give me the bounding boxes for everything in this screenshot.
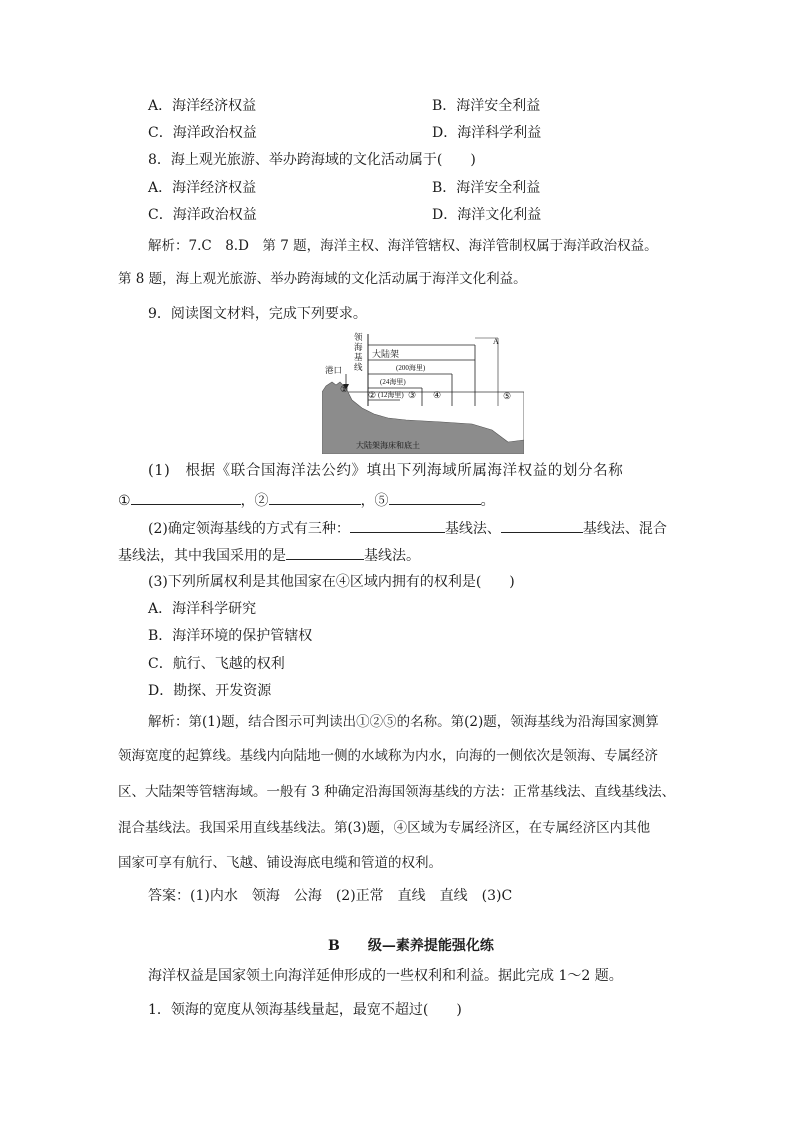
q7-option-d: D．海洋科学利益 [432, 125, 542, 141]
section-b-intro: 海洋权益是国家领土向海洋延伸形成的一些权利和利益。据此完成 1～2 题。 [148, 968, 623, 984]
baseline-label-1: 领 [354, 332, 363, 342]
section-b-q1: 1．领海的宽度从领海基线量起，最宽不超过( ) [148, 1002, 462, 1018]
q9-part2-line2: 基线法，其中我国采用的是 基线法。 [118, 545, 420, 565]
q9-part3-option-c: C．航行、飞越的权利 [148, 656, 285, 672]
q9-part3-option-d: D．勘探、开发资源 [148, 683, 272, 699]
circle-5: ⑤ [503, 391, 512, 401]
q9-part3-option-b: B．海洋环境的保护管辖权 [148, 628, 313, 644]
blank-2[interactable] [269, 490, 361, 505]
maritime-zones-diagram [322, 330, 524, 454]
section-b-title: B 级—素养提能强化练 [328, 938, 494, 954]
analysis-78-line1: 解析：7.C 8.D 第 7 题，海洋主权、海洋管辖权、海洋管制权属于海洋政治权益。 [148, 238, 658, 254]
q9-analysis-line4: 混合基线法。我国采用直线基线法。第(3)题，④区域为专属经济区，在专属经济区内其他 [118, 820, 651, 836]
shelf-label: 大陆架 [372, 349, 400, 359]
q8-stem: 8．海上观光旅游、举办跨海域的文化活动属于( ) [148, 152, 476, 168]
blank-basemethod-2[interactable] [501, 518, 583, 533]
baseline-label-2: 海 [354, 342, 363, 352]
q9-answer: 答案：(1)内水 领海 公海 (2)正常 直线 直线 (3)C [148, 888, 513, 904]
q9-part3-stem: (3)下列所属权利是其他国家在④区域内拥有的权利是( ) [148, 574, 515, 590]
q9-part1-blanks: ① ，② ，⑤ 。 [118, 490, 495, 510]
q8-option-d: D．海洋文化利益 [432, 207, 542, 223]
nm24-label: (24海里) [380, 378, 406, 386]
q9-analysis-line5: 国家可享有航行、飞越、铺设海底电缆和管道的权利。 [118, 855, 442, 871]
q9-part1-text: (1) 根据《联合国海洋法公约》填出下列海域所属海洋权益的划分名称 [148, 463, 624, 479]
blank-1[interactable] [131, 490, 241, 505]
q7-option-c: C．海洋政治权益 [148, 125, 257, 141]
q7-option-a: A．海洋经济权益 [148, 98, 257, 114]
circle-1: ① [340, 384, 349, 394]
blank-5[interactable] [389, 490, 481, 505]
label-a: A [493, 337, 499, 346]
q8-option-c: C．海洋政治权益 [148, 207, 257, 223]
blank-basemethod-1[interactable] [350, 518, 445, 533]
blank-china-method[interactable] [286, 545, 364, 560]
baseline-label-3: 基 [354, 352, 363, 362]
q9-analysis-line3: 区、大陆架等管辖海域。一般有 3 种确定沿海国领海基线的方法：正常基线法、直线基线法、 [118, 784, 676, 800]
q9-analysis-line2: 领海宽度的起算线。基线内向陆地一侧的水域称为内水，向海的一侧依次是领海、专属经济 [118, 748, 658, 764]
analysis-78-line2: 第 8 题，海上观光旅游、举办跨海域的文化活动属于海洋文化利益。 [118, 271, 527, 287]
q9-part2-line1: (2)确定领海基线的方式有三种： 基线法、 基线法、混合 [148, 518, 667, 538]
q9-analysis-line1: 解析：第(1)题，结合图示可判读出①②⑤的名称。第(2)题，领海基线为沿海国家测算 [148, 714, 659, 730]
circle-2: ② [368, 390, 377, 400]
q9-stem: 9．阅读图文材料，完成下列要求。 [148, 306, 367, 322]
q9-part3-option-a: A．海洋科学研究 [148, 601, 257, 617]
port-label: 港口 [325, 365, 343, 375]
nm200-label: (200海里) [396, 364, 426, 372]
baseline-label-4: 线 [354, 362, 363, 372]
q7-option-b: B．海洋安全利益 [432, 98, 541, 114]
nm12-label: (12海里) [378, 391, 404, 399]
circle-4: ④ [433, 390, 442, 400]
q8-option-b: B．海洋安全利益 [432, 180, 541, 196]
q8-option-a: A．海洋经济权益 [148, 180, 257, 196]
circle-3: ③ [408, 390, 417, 400]
seabed-label: 大陆架海床和底土 [356, 441, 420, 450]
